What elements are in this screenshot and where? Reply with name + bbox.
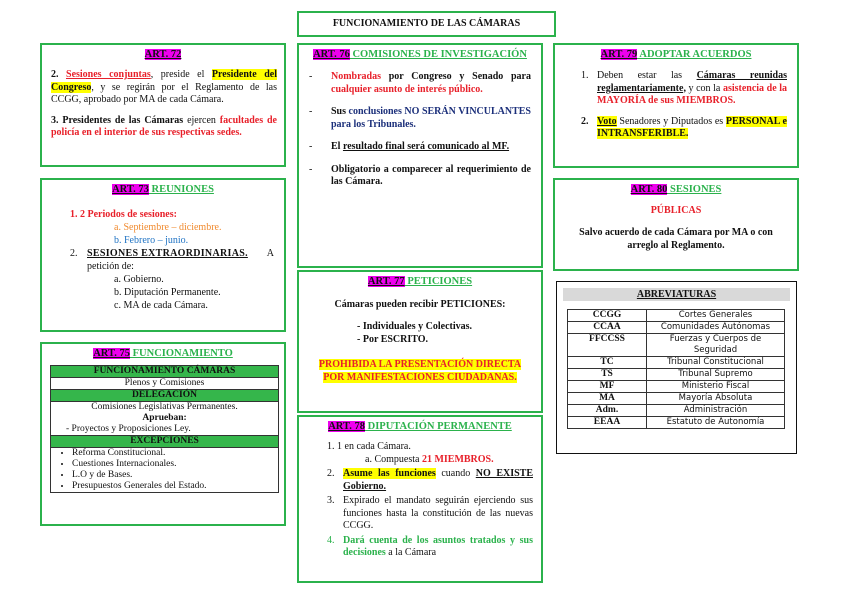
abreviatura-meaning: Ministerio Fiscal [647, 381, 785, 393]
art72-paragraph-2: 3. Presidentes de las Cámaras ejercen facultades de policía en el interior de sus respectivas sedes. [51, 114, 277, 138]
art77-intro: Cámaras pueden recibir PETICIONES: [334, 299, 506, 310]
art75-row-delegacion: Comisiones Legislativas Permanentes. Aprueban: - Proyectos y Proposiciones Ley. [51, 402, 279, 436]
art72-header [42, 49, 284, 60]
abreviatura-code: EEAA [568, 417, 647, 429]
abreviatura-meaning: Administración [647, 405, 785, 417]
abreviatura-meaning: Cortes Generales [647, 310, 785, 322]
art77-warning: PROHIBIDA LA PRESENTACIÓN DIRECTA POR MANIFESTACIONES CIUDADANAS. [318, 359, 522, 383]
art76-bullet-3: - El resultado final será comunicado al MF. [309, 141, 510, 152]
abreviatura-meaning: Tribunal Constitucional [647, 357, 785, 369]
abreviatura-code: CCGG [568, 310, 647, 322]
art72-label: ART. 72 [144, 49, 182, 60]
art73-item-2-cont: petición de: [87, 261, 134, 272]
art79-item-2: 2. Voto Senadores y Diputados es PERSONAL e INTRANSFERIBLE. [581, 115, 787, 139]
art73-item-2: 2. SESIONES EXTRAORDINARIAS. A [70, 248, 274, 259]
abreviatura-code: MF [568, 381, 647, 393]
art73-opt-c: c. MA de cada Cámara. [114, 300, 208, 311]
abreviatura-meaning: Mayoría Absoluta [647, 393, 785, 405]
art72-box [40, 43, 286, 167]
art75-excepcion: • Cuestiones Internacionales. [72, 459, 275, 470]
art79-box [553, 43, 799, 168]
abreviatura-code: CCAA [568, 322, 647, 334]
art76-list [309, 71, 531, 189]
art77-box [297, 270, 543, 413]
art73-opt-a: a. Gobierno. [114, 274, 164, 285]
art75-row-plenos: Plenos y Comisiones [51, 378, 279, 390]
abreviatura-meaning: Estatuto de Autonomía [647, 417, 785, 429]
art77-header: ART. 77 PETICIONES [367, 276, 473, 287]
abreviaturas-box [556, 281, 797, 454]
abreviatura-code: FFCCSS [568, 334, 647, 357]
art78-item-1a: a. Compuesta 21 MIEMBROS. [365, 453, 494, 465]
art73-header: ART. 73 REUNIONES [112, 184, 214, 195]
art79-list [581, 70, 787, 141]
art78-item-4: 4. Dará cuenta de los asuntos tratados y sus decisiones a la Cámara [327, 534, 533, 558]
art79-item-1: 1. Deben estar las Cámaras reunidas reglamentariamente, y con la asistencia de la MAYORÍA de sus MIEMBROS. [581, 70, 788, 106]
art80-box [553, 178, 799, 271]
abreviatura-row [568, 310, 785, 322]
art78-item-2: 2. Asume las funciones cuando NO EXISTE Gobierno. [327, 468, 533, 492]
art76-bullet-4: - Obligatorio a comparecer al requerimiento de las Cámara. [309, 163, 531, 187]
page-title-box [297, 11, 556, 37]
art76-header: ART. 76 COMISIONES DE INVESTIGACIÓN [313, 49, 527, 60]
abreviatura-code: TS [568, 369, 647, 381]
art73-item-1b: b. Febrero – junio. [114, 235, 189, 246]
art76-bullet-1: - Nombradas por Congreso y Senado para cualquier asunto de interés público. [309, 71, 531, 95]
art75-excepcion: • Presupuestos Generales del Estado. [72, 481, 275, 492]
abreviaturas-table [567, 309, 785, 429]
art75-excepcion: • Reforma Constitucional. [72, 448, 275, 459]
abreviatura-meaning: Comunidades Autónomas [647, 322, 785, 334]
art76-bullet-2: - Sus conclusiones NO SERÁN VINCULANTES para los Tribunales. [309, 106, 531, 130]
abreviatura-meaning: Fuerzas y Cuerpos de Seguridad [647, 334, 785, 357]
abreviatura-row [568, 369, 785, 381]
art78-item-3: 3. Expirado el mandato seguirán ejerciendo sus funciones hasta la constitución de las nuevas CCGG. [327, 495, 533, 531]
abreviatura-meaning: Tribunal Supremo [647, 369, 785, 381]
art75-table-header-3: EXCEPCIONES [51, 436, 279, 448]
abreviatura-code: TC [568, 357, 647, 369]
art80-header: ART. 80 SESIONES [630, 184, 722, 195]
abreviatura-row [568, 381, 785, 393]
art73-list [70, 208, 284, 312]
abreviatura-row [568, 393, 785, 405]
abreviatura-row [568, 405, 785, 417]
art77-list [357, 320, 541, 346]
abreviaturas-title-bar [563, 288, 790, 301]
art73-item-1: 1. 2 Periodos de sesiones: [70, 209, 177, 220]
art75-table [50, 365, 279, 493]
art78-box [297, 415, 543, 583]
art77-item: - Individuales y Colectivas. [357, 321, 473, 332]
art77-item: - Por ESCRITO. [357, 334, 429, 345]
art76-box [297, 43, 543, 268]
art75-table-header-2: DELEGACIÓN [51, 390, 279, 402]
art80-text: Salvo acuerdo de cada Cámara por MA o con arreglo al Reglamento. [579, 227, 773, 251]
art78-item-1: 1. 1 en cada Cámara. [327, 441, 411, 452]
art73-box [40, 178, 286, 332]
art73-opt-b: b. Diputación Permanente. [114, 287, 221, 298]
abreviatura-code: MA [568, 393, 647, 405]
abreviatura-row [568, 322, 785, 334]
art72-paragraph-1: 2. Sesiones conjuntas, preside el Presidente del Congreso, y se regirán por el Reglamento de las CCGG, aprobado por MA de cada Cámara. [51, 69, 277, 105]
art79-header: ART. 79 ADOPTAR ACUERDOS [600, 49, 752, 60]
art75-header: ART. 75 FUNCIONAMIENTO [93, 348, 233, 359]
art78-list [327, 441, 533, 560]
art78-header: ART. 78 DIPUTACIÓN PERMANENTE [328, 421, 512, 432]
art80-subtitle: PÚBLICAS [650, 205, 702, 216]
art75-box [40, 342, 286, 526]
abreviatura-row [568, 357, 785, 369]
art75-excepcion: • L.O y de Bases. [72, 470, 275, 481]
art75-row-excepciones [51, 448, 279, 493]
page-title: FUNCIONAMIENTO DE LAS CÁMARAS [332, 18, 521, 29]
abreviatura-row [568, 417, 785, 429]
abreviaturas-title: ABREVIATURAS [636, 289, 717, 300]
abreviatura-row [568, 334, 785, 357]
abreviatura-code: Adm. [568, 405, 647, 417]
art73-item-1a: a. Septiembre – diciembre. [114, 222, 222, 233]
art75-table-header-1: FUNCIONAMIENTO CÁMARAS [51, 366, 279, 378]
